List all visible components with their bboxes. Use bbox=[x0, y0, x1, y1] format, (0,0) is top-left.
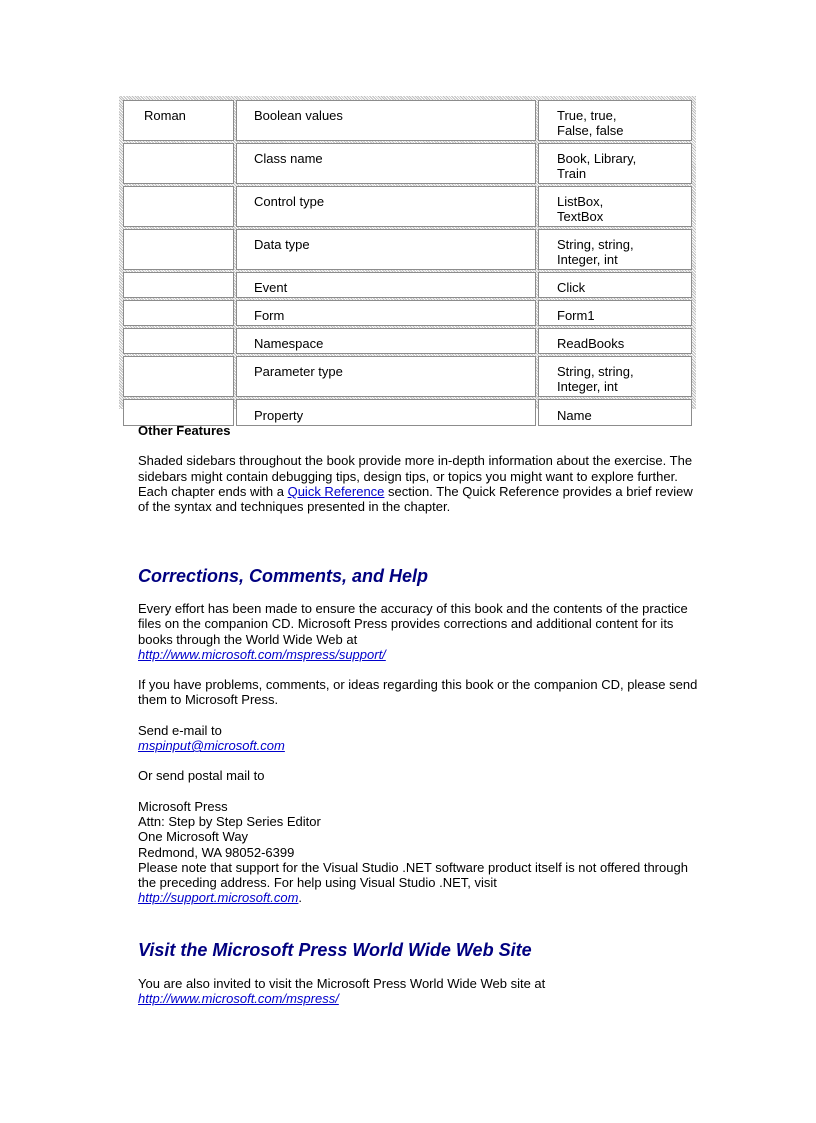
table-cell-example: Name bbox=[538, 399, 692, 426]
help-url-link[interactable]: http://support.microsoft.com bbox=[138, 890, 299, 906]
table-cell-element: Parameter type bbox=[236, 356, 536, 397]
website-para: You are also invited to visit the Microsoft Press World Wide Web site at bbox=[138, 976, 546, 991]
website-section bbox=[138, 976, 698, 1007]
table-cell-example bbox=[538, 143, 692, 184]
table-cell-convention bbox=[123, 229, 234, 270]
table-cell-element: Namespace bbox=[236, 328, 536, 354]
example-line: False, false bbox=[557, 123, 624, 138]
table-row bbox=[123, 399, 692, 426]
other-features-section bbox=[138, 423, 698, 514]
corrections-para1: Every effort has been made to ensure the accuracy of this book and the contents of the practice files on the companion CD. Microsoft Press provides corrections and additional content for its books through the World Wide Web at bbox=[138, 601, 688, 647]
table-cell-example bbox=[538, 229, 692, 270]
table-cell-example: ReadBooks bbox=[538, 328, 692, 354]
corrections-heading: Corrections, Comments, and Help bbox=[138, 566, 429, 586]
para-text: Each chapter ends with a bbox=[138, 483, 288, 499]
example-line: Book, Library, bbox=[557, 151, 637, 166]
table-cell-convention bbox=[123, 399, 234, 426]
table-cell-convention bbox=[123, 143, 234, 184]
address-line: Redmond, WA 98052-6399 bbox=[138, 844, 295, 860]
table-row bbox=[123, 100, 692, 141]
example-line: String, string, bbox=[557, 364, 634, 379]
example-line: True, true, bbox=[557, 108, 617, 123]
example-line: Integer, int bbox=[557, 379, 618, 394]
table-cell-element: Data type bbox=[236, 229, 536, 270]
example-line: Integer, int bbox=[557, 252, 618, 267]
example-line: TextBox bbox=[557, 209, 604, 224]
quick-reference-link[interactable]: Quick Reference bbox=[287, 483, 385, 499]
address-line: Attn: Step by Step Series Editor bbox=[138, 813, 321, 829]
corrections-section bbox=[138, 601, 698, 906]
support-url-link[interactable]: http://www.microsoft.com/mspress/support/ bbox=[138, 646, 386, 662]
conventions-table bbox=[121, 98, 694, 428]
address-line: Microsoft Press bbox=[138, 798, 228, 814]
support-note: Please note that support for the Visual Studio .NET software product itself is not offered through the preceding address. For help using Visual Studio .NET, visit bbox=[138, 859, 688, 891]
corrections-para2: If you have problems, comments, or ideas regarding this book or the companion CD, please send them to Microsoft Press. bbox=[138, 677, 698, 708]
postal-label: Or send postal mail to bbox=[138, 768, 265, 784]
table-cell-example bbox=[538, 100, 692, 141]
email-link[interactable]: mspinput@microsoft.com bbox=[138, 738, 285, 754]
table-cell-element: Class name bbox=[236, 143, 536, 184]
table-cell-element: Boolean values bbox=[236, 100, 536, 141]
table-row bbox=[123, 143, 692, 184]
table-cell-example bbox=[538, 356, 692, 397]
website-heading: Visit the Microsoft Press World Wide Web Site bbox=[138, 940, 532, 960]
table-row bbox=[123, 186, 692, 227]
table-row bbox=[123, 229, 692, 270]
address-line: One Microsoft Way bbox=[138, 829, 249, 845]
example-line: ListBox, bbox=[557, 194, 604, 209]
table-cell-element: Form bbox=[236, 300, 536, 326]
table-row bbox=[123, 328, 692, 354]
other-features-para2 bbox=[138, 484, 698, 515]
other-features-title: Other Features bbox=[138, 423, 231, 438]
table-cell-convention bbox=[123, 328, 234, 354]
table-cell-example bbox=[538, 186, 692, 227]
table-cell-convention bbox=[123, 272, 234, 298]
table-cell-example: Form1 bbox=[538, 300, 692, 326]
table-cell-example: Click bbox=[538, 272, 692, 298]
table-row bbox=[123, 272, 692, 298]
table-cell-element: Property bbox=[236, 399, 536, 426]
table-row bbox=[123, 356, 692, 397]
mspress-url-link[interactable]: http://www.microsoft.com/mspress/ bbox=[138, 991, 339, 1007]
table-row bbox=[123, 300, 692, 326]
table-cell-convention bbox=[123, 186, 234, 227]
table-cell-element: Event bbox=[236, 272, 536, 298]
table-cell-element: Control type bbox=[236, 186, 536, 227]
example-line: String, string, bbox=[557, 237, 634, 252]
conventions-table-frame bbox=[119, 96, 696, 423]
table-cell-convention bbox=[123, 300, 234, 326]
table-cell-convention bbox=[123, 356, 234, 397]
example-line: Train bbox=[557, 166, 587, 181]
period-text: . bbox=[298, 890, 303, 906]
email-label: Send e-mail to bbox=[138, 722, 222, 738]
table-cell-convention: Roman bbox=[123, 100, 234, 141]
other-features-para1: Shaded sidebars throughout the book provide more in-depth information about the exercise. The sidebars might contain debugging tips, design tips, or topics you might want to explore further. bbox=[138, 453, 693, 484]
para-text: section. The Quick Reference provides a brief review of the syntax and techniques presented in the chapter. bbox=[138, 483, 693, 515]
